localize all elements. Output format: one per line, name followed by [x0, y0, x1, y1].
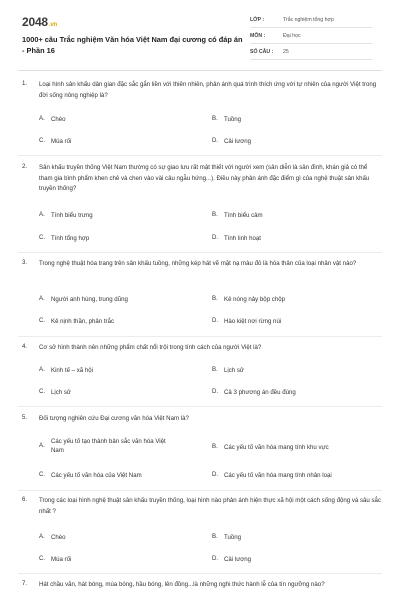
- question-number: 4.: [22, 343, 28, 350]
- option-3b[interactable]: [212, 295, 285, 304]
- option-text: Tuồng: [224, 116, 242, 123]
- option-5c[interactable]: [39, 471, 142, 480]
- option-3a[interactable]: [39, 295, 128, 304]
- option-letter: D.: [212, 388, 219, 395]
- option-text: Các yếu tố văn hóa mang tính khu vực: [224, 444, 329, 451]
- meta-row-class: [250, 12, 372, 28]
- page-header: [0, 0, 400, 70]
- question-divider: [18, 252, 382, 253]
- option-5d[interactable]: [212, 471, 332, 480]
- question-text: Loại hình sân khấu dân gian đặc sắc gắn liền với thiên nhiên, phản ánh quá trình thích ứng với tự nhiên của người Việt trong đời sống nông nghiệp là?: [39, 81, 377, 99]
- option-letter: B.: [212, 295, 218, 302]
- option-5a[interactable]: [39, 437, 179, 455]
- option-4d[interactable]: [212, 388, 296, 397]
- option-text: Múa rối: [51, 138, 72, 145]
- question-text: Trong nghệ thuật hóa trang trên sân khấu tuồng, những kép hát vẽ mặt nạ màu đỏ là hóa thân của loại nhân vật nào?: [39, 260, 357, 267]
- question-divider: [18, 573, 382, 574]
- option-letter: A.: [39, 211, 45, 218]
- option-letter: B.: [212, 211, 218, 218]
- option-text: Tính tổng hợp: [51, 235, 90, 242]
- option-letter: D.: [212, 234, 219, 241]
- question-6: [22, 496, 382, 517]
- option-text: Cải lương: [224, 138, 252, 145]
- option-text: Kẻ nịnh thần, phản trắc: [51, 318, 115, 325]
- option-text: Các yếu tố tạo thành bản sắc văn hóa Việt Nam: [51, 438, 166, 454]
- question-7: [22, 580, 382, 591]
- option-1a[interactable]: [39, 115, 66, 124]
- option-letter: D.: [212, 137, 219, 144]
- option-text: Lịch sử: [224, 367, 244, 374]
- option-letter: A.: [39, 115, 45, 122]
- quiz-meta: [250, 12, 372, 60]
- option-2c[interactable]: [39, 234, 89, 243]
- option-text: Tính linh hoạt: [224, 235, 261, 242]
- option-letter: D.: [212, 555, 219, 562]
- question-divider: [18, 490, 382, 491]
- option-letter: A.: [39, 295, 45, 302]
- question-number: 5.: [22, 414, 28, 421]
- option-4a[interactable]: [39, 366, 93, 375]
- option-text: Cả 3 phương án đều đúng: [224, 389, 296, 396]
- question-text: Hát chầu văn, hát bóng, múa bóng, hầu bóng, lên đồng...là những nghi thức hành lễ của tín ngưỡng nào?: [39, 581, 325, 588]
- option-letter: B.: [212, 533, 218, 540]
- question-2: [22, 163, 382, 195]
- question-divider: [18, 336, 382, 337]
- question-3: [22, 259, 382, 270]
- option-text: Kẻ nóng nảy bộp chộp: [224, 296, 285, 303]
- question-4: [22, 343, 382, 354]
- option-3d[interactable]: [212, 317, 281, 326]
- option-letter: D.: [212, 471, 219, 478]
- option-text: Người anh hùng, trung dũng: [51, 296, 128, 303]
- question-divider: [18, 155, 382, 156]
- option-text: Kinh tế – xã hội: [51, 367, 94, 374]
- option-1b[interactable]: [212, 115, 241, 124]
- option-letter: B.: [212, 115, 218, 122]
- option-letter: B.: [212, 366, 218, 373]
- option-letter: C.: [39, 317, 46, 324]
- option-letter: C.: [39, 137, 46, 144]
- option-letter: B.: [212, 443, 218, 450]
- question-divider: [18, 406, 382, 407]
- option-6c[interactable]: [39, 555, 71, 564]
- meta-value: Đại học: [283, 32, 301, 39]
- logo-suffix: .vn: [48, 22, 57, 28]
- question-text: Trong các loại hình nghệ thuật sân khấu truyền thống, loại hình nào phản ánh hiện thực xã hội một cách sống động và sâu sắc nhất ?: [39, 497, 381, 515]
- question-text: Cơ sở hình thành nên những phẩm chất nổi trội trong tính cách của người Việt là?: [39, 344, 262, 351]
- option-letter: A.: [39, 366, 45, 373]
- option-text: Tuồng: [224, 534, 242, 541]
- option-text: Tính biểu cảm: [224, 212, 263, 219]
- question-number: 2.: [22, 163, 28, 170]
- option-text: Múa rối: [51, 556, 72, 563]
- option-letter: C.: [39, 555, 46, 562]
- option-text: Chèo: [51, 534, 66, 541]
- question-number: 1.: [22, 80, 28, 87]
- option-1c[interactable]: [39, 137, 71, 146]
- page-title: 1000+ câu Trắc nghiệm Văn hóa Việt Nam đại cương có đáp án - Phần 16: [22, 35, 243, 55]
- option-text: Cải lương: [224, 556, 252, 563]
- meta-row-subject: [250, 28, 372, 44]
- question-number: 7.: [22, 580, 28, 587]
- option-4b[interactable]: [212, 366, 244, 375]
- option-2a[interactable]: [39, 211, 93, 220]
- option-3c[interactable]: [39, 317, 114, 326]
- option-text: Chèo: [51, 116, 66, 123]
- option-2b[interactable]: [212, 211, 263, 220]
- option-4c[interactable]: [39, 388, 71, 397]
- option-text: Lịch sử: [51, 389, 71, 396]
- option-letter: A.: [39, 442, 45, 449]
- option-letter: C.: [39, 388, 46, 395]
- meta-key: MÔN :: [250, 32, 266, 39]
- option-letter: C.: [39, 471, 46, 478]
- meta-value: 25: [283, 48, 289, 55]
- header-divider: [18, 70, 382, 71]
- question-5: [22, 414, 382, 425]
- option-text: Hào kiệt nơi rừng núi: [224, 318, 282, 325]
- meta-value: Trắc nghiệm tổng hợp: [283, 16, 334, 23]
- option-2d[interactable]: [212, 234, 261, 243]
- site-logo[interactable]: [22, 15, 57, 29]
- option-letter: D.: [212, 317, 219, 324]
- option-letter: C.: [39, 234, 46, 241]
- option-text: Các yếu tố văn hóa mang tính nhân loại: [224, 472, 332, 479]
- option-letter: A.: [39, 533, 45, 540]
- option-text: Các yếu tố văn hóa của Việt Nam: [51, 472, 142, 479]
- option-1d[interactable]: [212, 137, 251, 146]
- option-text: Tính biểu trưng: [51, 212, 93, 219]
- meta-key: SỐ CÂU :: [250, 48, 274, 55]
- question-text: Đối tượng nghiên cứu Đại cương văn hóa Việt Nam là?: [39, 415, 189, 422]
- option-5b[interactable]: [212, 443, 329, 452]
- option-6d[interactable]: [212, 555, 251, 564]
- meta-key: LỚP :: [250, 16, 265, 23]
- question-text: Sân khấu truyền thống Việt Nam thường có sự giao lưu rất mật thiết với người xem (sân diễn là sân đình, khán giả có thể tham gia bình phẩm khen chê và chen vào vài câu ngẫu hứng...). Điều này phản ánh đặc điểm gì của nghệ thuật sân khấu truyền thống?: [39, 164, 370, 193]
- option-6a[interactable]: [39, 533, 66, 542]
- question-number: 3.: [22, 259, 28, 266]
- question-1: [22, 80, 382, 101]
- logo-text: 2048: [22, 15, 48, 29]
- option-6b[interactable]: [212, 533, 241, 542]
- meta-row-count: [250, 44, 372, 60]
- question-number: 6.: [22, 496, 28, 503]
